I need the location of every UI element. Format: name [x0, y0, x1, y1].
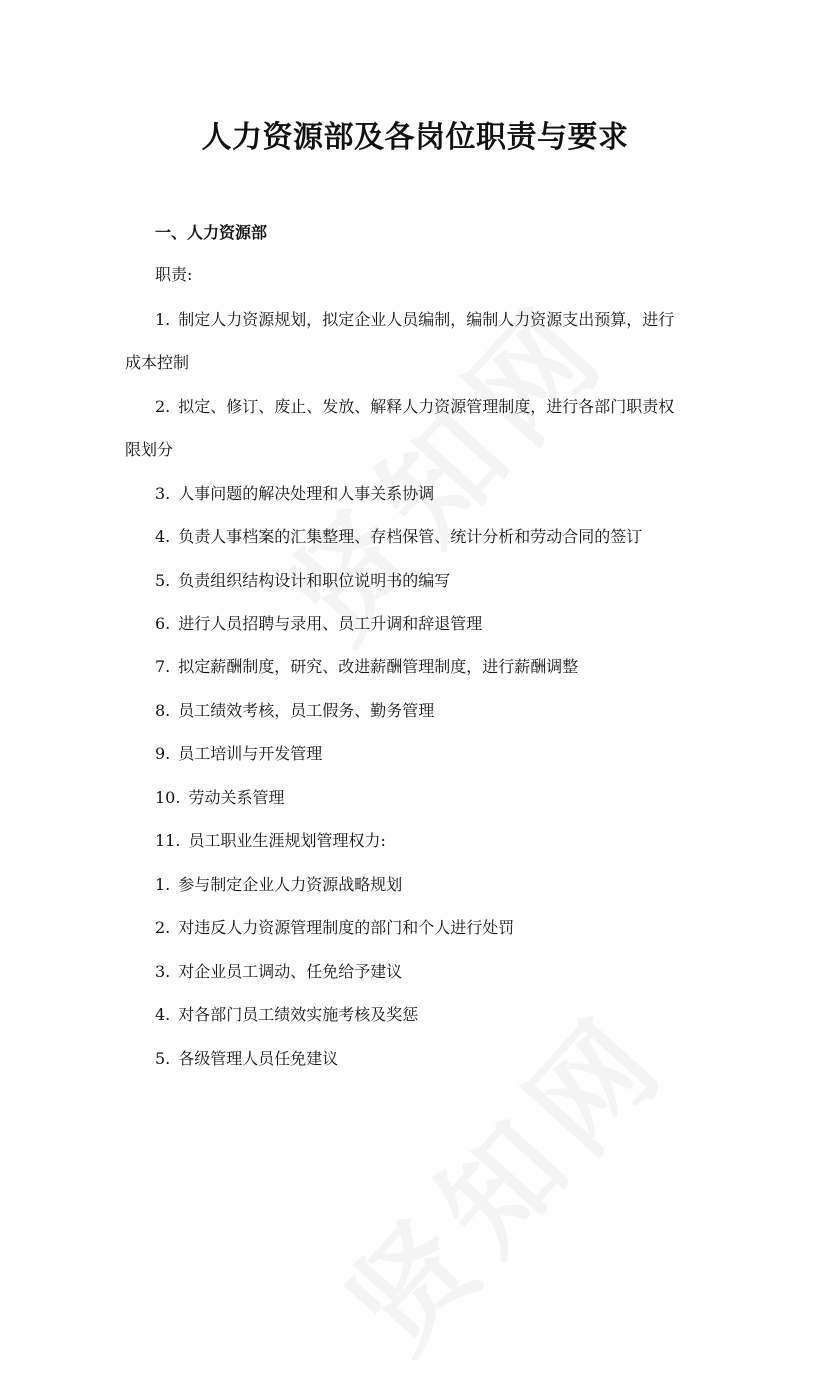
list-item	[155, 830, 386, 852]
item-number: 5.	[155, 571, 171, 590]
duties-label: 职责:	[155, 265, 193, 284]
item-text: 进行人员招聘与录用、员工升调和辞退管理	[178, 614, 483, 633]
list-item	[155, 526, 642, 548]
list-item	[155, 570, 450, 592]
item-text: 拟定、修订、废止、发放、解释人力资源管理制度，进行各部门职责权	[178, 397, 675, 416]
item-number: 3.	[155, 962, 171, 981]
list-item	[155, 874, 402, 896]
list-item	[155, 961, 402, 983]
item-text: 员工职业生涯规划管理权力:	[188, 831, 386, 850]
item-number: 3.	[155, 484, 171, 503]
list-item	[155, 613, 482, 635]
item-number: 1.	[155, 310, 171, 329]
item-text: 对违反人力资源管理制度的部门和个人进行处罚	[178, 918, 515, 937]
item-text: 负责人事档案的汇集整理、存档保管、统计分析和劳动合同的签订	[178, 527, 643, 546]
item-number: 6.	[155, 614, 171, 633]
item-number: 8.	[155, 701, 171, 720]
item-text: 负责组织结构设计和职位说明书的编写	[178, 571, 451, 590]
list-item	[155, 700, 434, 722]
item-number: 4.	[155, 527, 171, 546]
list-item	[155, 1048, 338, 1070]
list-item	[155, 309, 674, 331]
item-continuation: 成本控制	[125, 353, 190, 372]
list-item	[155, 396, 674, 418]
item-number: 4.	[155, 1005, 171, 1024]
item-number: 10.	[155, 788, 181, 807]
item-text: 员工绩效考核，员工假务、勤务管理	[178, 701, 435, 720]
item-text: 制定人力资源规划，拟定企业人员编制，编制人力资源支出预算，进行	[178, 310, 675, 329]
item-text: 劳动关系管理	[188, 788, 285, 807]
list-item	[155, 656, 578, 678]
item-number: 1.	[155, 875, 171, 894]
watermark	[303, 969, 698, 1381]
item-text: 拟定薪酬制度，研究、改进薪酬管理制度，进行薪酬调整	[178, 657, 579, 676]
item-text: 人事问题的解决处理和人事关系协调	[178, 484, 435, 503]
item-number: 11.	[155, 831, 181, 850]
document-title: 人力资源部及各岗位职责与要求	[201, 120, 629, 155]
item-text: 各级管理人员任免建议	[178, 1049, 339, 1068]
item-continuation: 限划分	[125, 440, 174, 459]
item-text: 对企业员工调动、任免给予建议	[178, 962, 403, 981]
item-text: 对各部门员工绩效实施考核及奖惩	[178, 1005, 419, 1024]
item-number: 7.	[155, 657, 171, 676]
item-number: 5.	[155, 1049, 171, 1068]
list-item	[155, 787, 284, 809]
item-number: 2.	[155, 397, 171, 416]
section-heading: 一、人力资源部	[155, 223, 268, 242]
list-item	[155, 1004, 418, 1026]
item-number: 9.	[155, 744, 171, 763]
item-text: 参与制定企业人力资源战略规划	[178, 875, 403, 894]
item-number: 2.	[155, 918, 171, 937]
list-item	[155, 917, 514, 939]
item-text: 员工培训与开发管理	[178, 744, 323, 763]
list-item	[155, 483, 434, 505]
list-item	[155, 743, 322, 765]
